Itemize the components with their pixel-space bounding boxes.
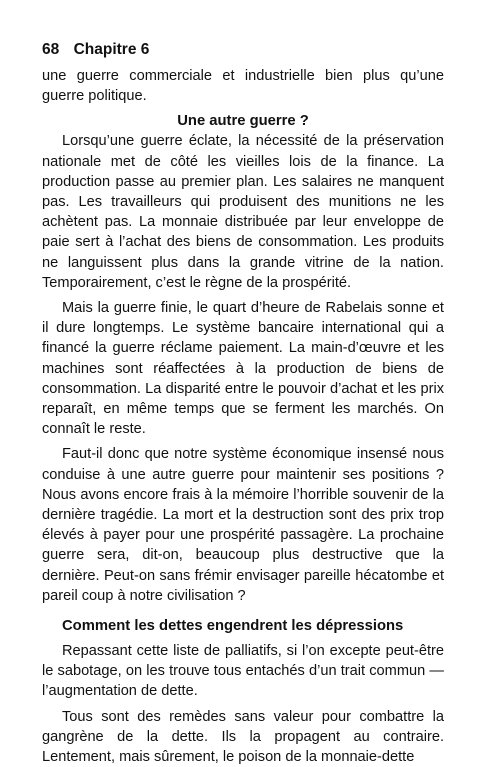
paragraph: une guerre commerciale et industrielle bien plus qu’une guerre politique. <box>42 68 444 105</box>
paragraph: Repassant cette liste de palliatifs, si l’on excepte peut-être le sabotage, on les trouve tous entachés d’un trait commun — l’augmentation de dette. <box>42 643 444 700</box>
page-number: 68 <box>42 41 60 58</box>
chapter-title: Chapitre 6 <box>73 41 150 58</box>
section-heading: Une autre guerre ? <box>177 113 309 130</box>
section-heading: Comment les dettes engendrent les dépressions <box>62 618 404 635</box>
paragraph: Tous sont des remèdes sans valeur pour combattre la gangrène de la dette. Ils la propagent au contraire. Lentement, mais sûrement, le poison de la monnaie-dette <box>42 708 444 766</box>
book-page <box>42 40 444 767</box>
paragraph: Mais la guerre finie, le quart d’heure de Rabelais sonne et il dure longtemps. Le système bancaire international qui a financé la guerre réclame paiement. La main-d’œuvre et les machines sont réaffectées à la production de biens de consommation. La disparité entre le pouvoir d’achat et les prix reparaît, en même temps que se ferment les marchés. On connaît le reste. <box>42 300 444 438</box>
body-text <box>42 66 444 767</box>
running-head <box>42 40 444 60</box>
paragraph: Lorsqu’une guerre éclate, la nécessité de la préservation nationale met de côté les vieilles lois de la finance. La production passe au premier plan. Les salaires ne manquent pas. Les travailleurs qui produisent des munitions ne les achètent pas. La monnaie distribuée par leur enveloppe de paie sert à l’achat des biens de consommation. Les produits ne languissent plus dans la grande vitrine de la nation. Temporairement, c’est le règne de la prospérité. <box>42 133 444 291</box>
paragraph: Faut-il donc que notre système économique insensé nous conduise à une autre guerre pour maintenir ses positions ? Nous avons encore frais à la mémoire l’horrible souvenir de la dernière tragédie. La mort et la destruction sont des prix trop élevés à payer pour une prospérité passagère. La prochaine guerre sera, dit-on, beaucoup plus destructive que la dernière. Peut-on sans frémir envisager pareille hécatombe et pareil coup à notre civilisation ? <box>42 446 444 604</box>
